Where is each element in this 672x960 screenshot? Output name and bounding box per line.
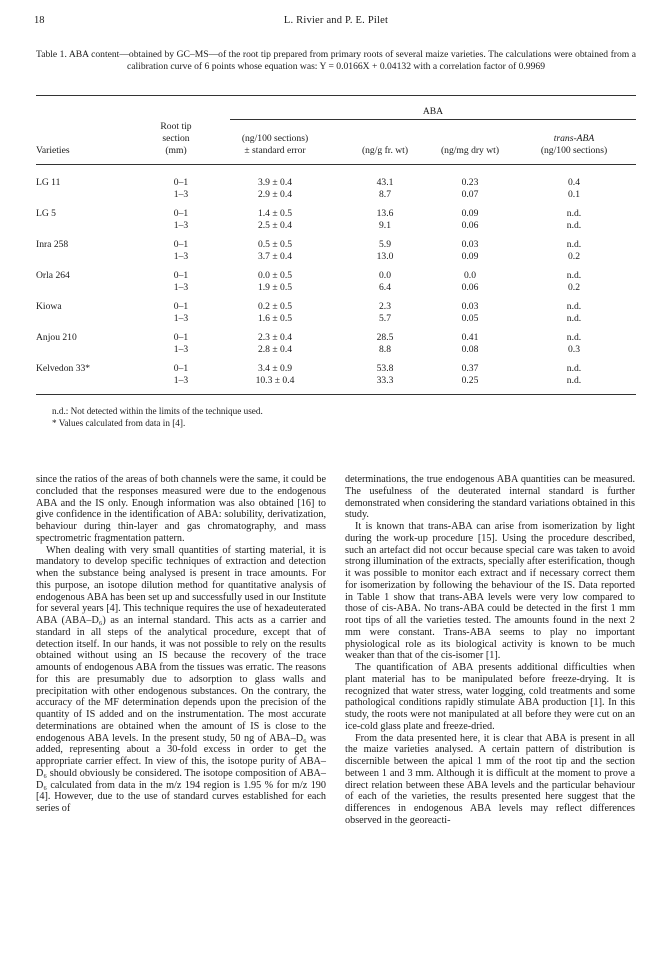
- value-trans: n.d.: [566, 219, 582, 231]
- value-ngg: 8.8: [379, 343, 391, 355]
- row-ngg: [345, 239, 425, 263]
- col-header-root-tip-line2: section: [162, 132, 190, 144]
- section-1-3: 1–3: [173, 219, 189, 231]
- col-header-ng100-line1: (ng/100 sections): [241, 133, 309, 144]
- table-row: [36, 301, 636, 327]
- row-sections: [156, 239, 206, 263]
- section-1-3: 1–3: [173, 188, 189, 200]
- row-variety: Anjou 210: [36, 332, 77, 343]
- row-variety: Orla 264: [36, 270, 70, 281]
- value-ngmg: 0.0: [464, 270, 476, 281]
- value-ng100: 2.5 ± 0.4: [257, 219, 293, 231]
- row-ngmg: [424, 363, 516, 387]
- col-header-ng100: [210, 133, 340, 157]
- table-caption: Table 1. ABA content—obtained by GC–MS—of the root tip prepared from primary roots of several maize varieties. The calculations were obtained from a calibration curve of 6 points whose equation was: Y = 0.0166X + 0.04132 with a correlation factor of 0.9969: [36, 49, 636, 73]
- body-paragraph: When dealing with very small quantities of starting material, it is mandatory to develop specific techniques of extraction and detection when the substance being analysed is present in trace amounts. For this purpose, an isotope dilution method for quantitative analysis of endogenous ABA has been set up and successfully used in our Institute for several years [4]. This technique requires the use of hexadeuterated ABA (ABA–D₆) as an internal standard. This acts as a carrier and standard in all steps of the analytical procedure, except that of detection itself. In our hands, it was not possible to rely on the results obtained without using an IS because the recovery of the trace amounts of endogenous ABA from the tissues was erratic. The reasons for this are presumably due to adsorption to glass walls and precipitation with other endogenous substances. On the contrary, the accuracy of the MF determination depends upon the precision of the quantity of IS added and on the instrumentation. The most accurate determinations are obtained when the amount of IS is close to the endogenous ABA levels. In the present study, 50 ng of ABA–D₆ was added, representing about a 30-fold excess in order to get the appropriate carrier effect. In view of this, the isotope purity of ABA–D₆ should obviously be considered. The isotope composition of ABA–D₆ calculated from data in the m/z 194 region is 1.95 % for m/z 190 [4]. However, due to the use of standard curves established for each series of: [36, 544, 326, 814]
- row-ngmg: [424, 301, 516, 325]
- page-number: 18: [34, 15, 45, 26]
- value-trans: 0.2: [568, 250, 580, 262]
- body-paragraph: since the ratios of the areas of both channels were the same, it could be concluded that the responses measured were due to the endogenous ABA and the IS only. Enough information was also obtained [16] to give confidence in the identification of ABA: solubility, derivatization, behaviour during thin-layer and gas chromatography, and mass spectrometric fragmentation pattern.: [36, 474, 326, 544]
- value-ngg: 0.0: [379, 270, 391, 281]
- row-ngg: [345, 270, 425, 294]
- section-0-1: 0–1: [173, 208, 189, 219]
- row-trans: [522, 208, 626, 232]
- section-0-1: 0–1: [173, 177, 189, 188]
- value-ngg: 5.9: [379, 239, 391, 250]
- row-variety: Kelvedon 33*: [36, 363, 91, 374]
- col-header-root-tip-line1: Root tip: [160, 121, 192, 132]
- row-ngmg: [424, 208, 516, 232]
- value-ng100: 10.3 ± 0.4: [255, 374, 295, 386]
- row-trans: [522, 270, 626, 294]
- row-trans: [522, 177, 626, 201]
- row-ng100: [210, 177, 340, 201]
- row-ngg: [345, 208, 425, 232]
- value-trans: 0.2: [568, 281, 580, 293]
- value-trans: n.d.: [566, 208, 582, 219]
- value-trans: n.d.: [566, 332, 582, 343]
- row-trans: [522, 363, 626, 387]
- col-header-ngmg: (ng/mg dry wt): [440, 145, 500, 156]
- section-0-1: 0–1: [173, 270, 189, 281]
- row-variety: Inra 258: [36, 239, 69, 250]
- value-ngg: 43.1: [376, 177, 394, 188]
- col-header-root-tip-line3: (mm): [165, 144, 187, 156]
- value-ngg: 6.4: [379, 281, 391, 293]
- value-ngg: 13.0: [376, 250, 394, 262]
- value-ng100: 1.9 ± 0.5: [257, 281, 293, 293]
- row-ngmg: [424, 177, 516, 201]
- value-ngmg: 0.05: [461, 312, 479, 324]
- value-trans: n.d.: [566, 312, 582, 324]
- col-header-ngg: (ng/g fr. wt): [361, 145, 409, 156]
- row-ng100: [210, 239, 340, 263]
- body-column-right: [345, 474, 635, 827]
- col-header-trans-line1: trans-ABA: [553, 133, 595, 144]
- table-row: [36, 239, 636, 265]
- value-ngmg: 0.41: [461, 332, 479, 343]
- body-column-left: [36, 474, 326, 815]
- value-trans: n.d.: [566, 363, 582, 374]
- col-header-trans: [522, 133, 626, 157]
- body-paragraph: From the data presented here, it is clear that ABA is present in all the maize varieties analysed. A certain pattern of distribution is discernible between the apical 1 mm of the root tip and the section between 1 and 3 mm. Although it is difficult at the moment to prove a direct relation between these ABA levels and the particular behaviour of each of the varieties, the results presented here suggest that the differences in endogenous ABA levels may reflect differences observed in the georeacti-: [345, 732, 635, 826]
- table-row: [36, 332, 636, 358]
- row-variety: LG 5: [36, 208, 56, 219]
- value-ng100: 2.8 ± 0.4: [257, 343, 293, 355]
- table-header-rule: [36, 164, 636, 165]
- running-head: [34, 15, 638, 29]
- value-ngmg: 0.23: [461, 177, 479, 188]
- value-ngmg: 0.25: [461, 374, 479, 386]
- col-header-varieties: Varieties: [36, 145, 70, 156]
- row-ng100: [210, 363, 340, 387]
- value-ngmg: 0.07: [461, 188, 479, 200]
- value-ng100: 2.3 ± 0.4: [257, 332, 293, 343]
- row-sections: [156, 177, 206, 201]
- value-ng100: 2.9 ± 0.4: [257, 188, 293, 200]
- body-paragraph: determinations, the true endogenous ABA quantities can be measured. The usefulness of the deuterated internal standard is further demonstrated when considering the standard variations obtained in this study.: [345, 474, 635, 521]
- table-row: [36, 270, 636, 296]
- value-ngg: 33.3: [376, 374, 394, 386]
- body-paragraph: It is known that trans-ABA can arise from isomerization by light during the work-up procedure [15]. Using the procedure described, such an artefact did not occur because special care was taken to avoid strong illumination of the extracts, specially after esterification, though it was possible to monitor each extract and if necessary correct them for isomerization by following the behaviour of the IS. Data reported in Table 1 show that trans-ABA levels were very low compared to those of cis-ABA. No trans-ABA could be detected in the first 1 mm root tips of all the varieties tested. The amounts found in the next 2 mm were constant. Trans-ABA seems to play no important physiological role as its biological activity is known to be much weaker than that of the cis-isomer [1].: [345, 521, 635, 662]
- table-top-rule: [36, 95, 636, 96]
- row-sections: [156, 363, 206, 387]
- section-0-1: 0–1: [173, 363, 189, 374]
- table-footnotes: [52, 406, 263, 430]
- table-row: [36, 363, 636, 389]
- value-trans: n.d.: [566, 270, 582, 281]
- value-ngg: 53.8: [376, 363, 394, 374]
- value-ng100: 3.9 ± 0.4: [257, 177, 293, 188]
- row-ng100: [210, 301, 340, 325]
- table-row: [36, 208, 636, 234]
- value-ng100: 0.0 ± 0.5: [257, 270, 293, 281]
- value-ngmg: 0.06: [461, 281, 479, 293]
- running-head-authors: L. Rivier and P. E. Pilet: [283, 15, 389, 26]
- footnote-nd: n.d.: Not detected within the limits of the technique used.: [52, 406, 263, 416]
- value-ngmg: 0.37: [461, 363, 479, 374]
- body-paragraph: The quantification of ABA presents additional difficulties when plant material has to be manipulated before freeze-drying. It is recognized that water stress, water logging, cold treatments and some pathological conditions rapidly stimulate ABA production [1]. In this study, the roots were not manipulated at all before they were cut on an ice-cold glass plate and freeze-dried.: [345, 662, 635, 732]
- row-trans: [522, 239, 626, 263]
- section-0-1: 0–1: [173, 332, 189, 343]
- row-ngmg: [424, 270, 516, 294]
- section-0-1: 0–1: [173, 239, 189, 250]
- section-1-3: 1–3: [173, 343, 189, 355]
- value-ngg: 9.1: [379, 219, 391, 231]
- value-ngmg: 0.09: [461, 208, 479, 219]
- row-variety: LG 11: [36, 177, 61, 188]
- section-1-3: 1–3: [173, 250, 189, 262]
- row-sections: [156, 208, 206, 232]
- table-bottom-rule: [36, 394, 636, 395]
- value-ng100: 3.4 ± 0.9: [257, 363, 293, 374]
- col-header-root-tip: [141, 121, 211, 156]
- value-ng100: 0.5 ± 0.5: [257, 239, 293, 250]
- value-ng100: 1.6 ± 0.5: [257, 312, 293, 324]
- section-1-3: 1–3: [173, 312, 189, 324]
- value-ngmg: 0.06: [461, 219, 479, 231]
- value-ngmg: 0.03: [461, 239, 479, 250]
- row-sections: [156, 270, 206, 294]
- row-sections: [156, 332, 206, 356]
- value-trans: 0.1: [568, 188, 580, 200]
- row-ngg: [345, 332, 425, 356]
- row-ngmg: [424, 239, 516, 263]
- value-trans: 0.4: [568, 177, 580, 188]
- row-trans: [522, 301, 626, 325]
- row-ngg: [345, 301, 425, 325]
- value-ngg: 8.7: [379, 188, 391, 200]
- value-trans: 0.3: [568, 343, 580, 355]
- aba-group-rule: [230, 119, 636, 120]
- aba-group-header: ABA: [422, 106, 444, 117]
- value-ng100: 0.2 ± 0.5: [257, 301, 293, 312]
- value-ngg: 13.6: [376, 208, 394, 219]
- section-0-1: 0–1: [173, 301, 189, 312]
- value-trans: n.d.: [566, 239, 582, 250]
- table-row: [36, 177, 636, 203]
- col-header-ng100-line2: ± standard error: [244, 144, 306, 156]
- row-trans: [522, 332, 626, 356]
- value-trans: n.d.: [566, 374, 582, 386]
- row-ngg: [345, 177, 425, 201]
- section-1-3: 1–3: [173, 374, 189, 386]
- value-ng100: 3.7 ± 0.4: [257, 250, 293, 262]
- footnote-asterisk: * Values calculated from data in [4].: [52, 417, 186, 428]
- value-ng100: 1.4 ± 0.5: [257, 208, 293, 219]
- row-ngmg: [424, 332, 516, 356]
- value-trans: n.d.: [566, 301, 582, 312]
- row-sections: [156, 301, 206, 325]
- row-ng100: [210, 208, 340, 232]
- value-ngg: 5.7: [379, 312, 391, 324]
- row-variety: Kiowa: [36, 301, 62, 312]
- value-ngg: 28.5: [376, 332, 394, 343]
- row-ng100: [210, 270, 340, 294]
- value-ngmg: 0.08: [461, 343, 479, 355]
- value-ngg: 2.3: [379, 301, 391, 312]
- col-header-trans-line2: (ng/100 sections): [540, 144, 608, 156]
- value-ngmg: 0.09: [461, 250, 479, 262]
- section-1-3: 1–3: [173, 281, 189, 293]
- value-ngmg: 0.03: [461, 301, 479, 312]
- row-ngg: [345, 363, 425, 387]
- row-ng100: [210, 332, 340, 356]
